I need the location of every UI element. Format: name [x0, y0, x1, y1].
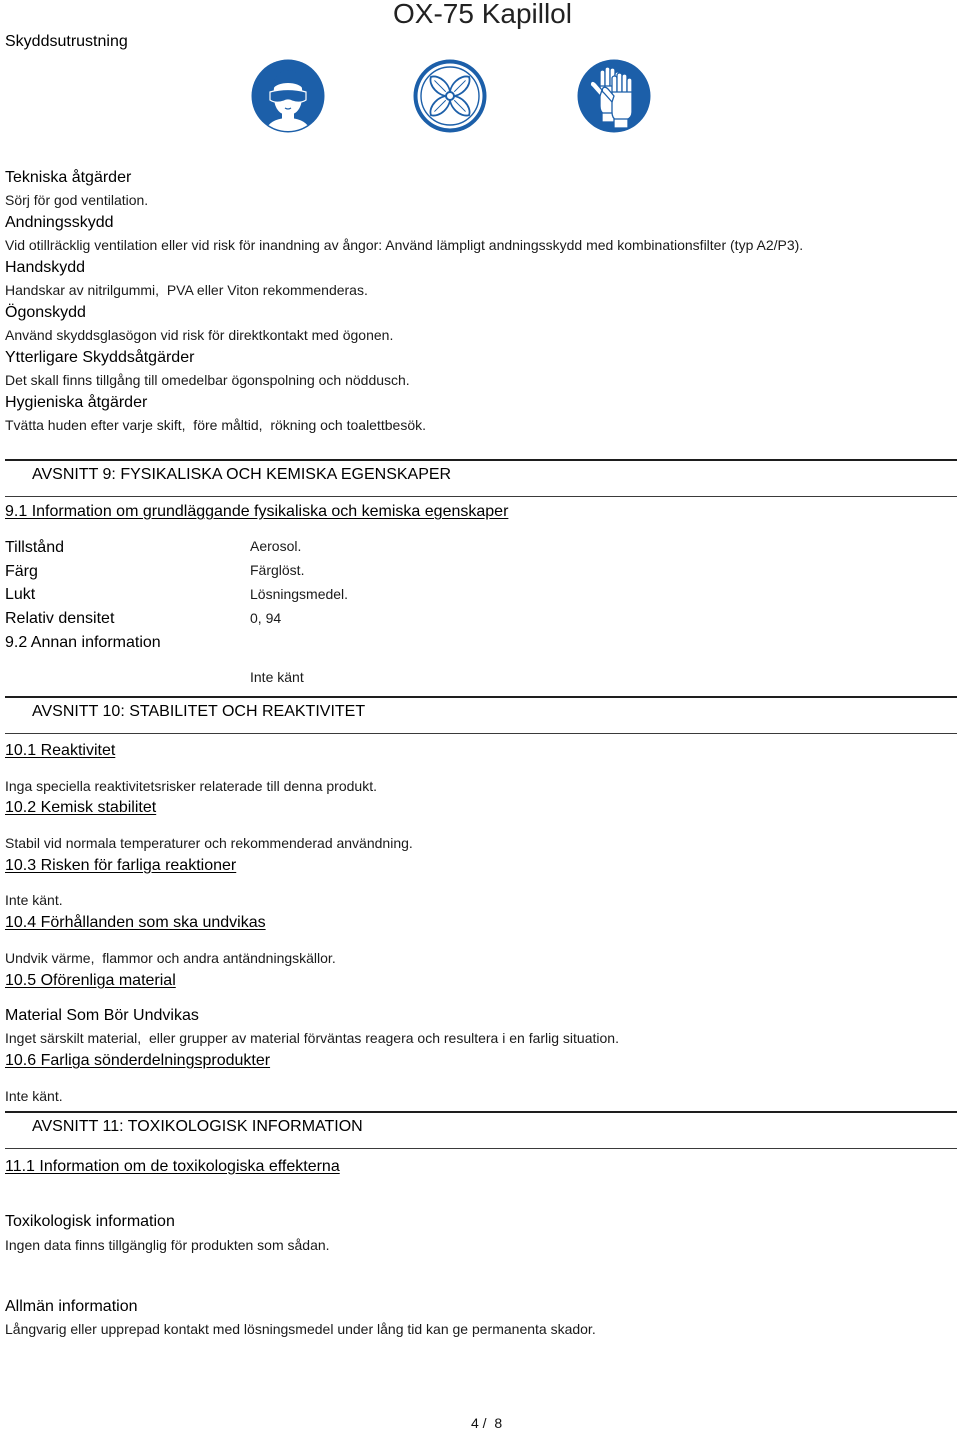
additional-measures-text: Det skall finns tillgång till omedelbar ögonspolning och nöddusch.: [5, 372, 410, 388]
eye-protection-icon: [251, 59, 325, 133]
additional-measures-heading: Ytterligare Skyddsåtgärder: [5, 349, 195, 366]
general-information-heading: Allmän information: [5, 1298, 138, 1315]
section-9-title: AVSNITT 9: FYSIKALISKA OCH KEMISKA EGENSKAPER: [32, 466, 452, 483]
reactivity-text: Inga speciella reaktivitetsrisker relaterade till denna produkt.: [5, 778, 377, 794]
subsection-10-4-heading: 10.4 Förhållanden som ska undvikas: [5, 914, 266, 931]
subsection-11-1-heading: 11.1 Information om de toxikologiska effekterna: [5, 1158, 340, 1175]
property-label: Lukt: [5, 586, 36, 603]
conditions-to-avoid-text: Undvik värme, flammor och andra antändningskällor.: [5, 950, 336, 966]
property-label: Tillstånd: [5, 539, 64, 556]
subsection-10-5-heading: 10.5 Oförenliga material: [5, 972, 176, 989]
other-information-value: Inte känt: [250, 669, 304, 685]
technical-measures-text: Sörj för god ventilation.: [5, 192, 149, 208]
section-label: Skyddsutrustning: [5, 33, 128, 50]
hand-protection-heading: Handskydd: [5, 259, 86, 276]
stability-text: Stabil vid normala temperaturer och rekommenderad användning.: [5, 835, 413, 851]
materials-to-avoid-text: Inget särskilt material, eller grupper av material förväntas reagera och resultera i en farlig situation.: [5, 1030, 619, 1046]
subsection-10-2-heading: 10.2 Kemisk stabilitet: [5, 799, 157, 816]
property-value: Färglöst.: [250, 562, 305, 578]
respiratory-protection-text: Vid otillräcklig ventilation eller vid risk för inandning av ångor: Använd lämpligt andningsskydd med kombinationsfilter (typ A2/P3).: [5, 237, 804, 253]
property-label: Färg: [5, 563, 38, 580]
section-10-banner: [5, 696, 957, 734]
section-9-banner: [5, 459, 957, 497]
hygiene-measures-heading: Hygieniska åtgärder: [5, 394, 148, 411]
subsection-9-1-heading: 9.1 Information om grundläggande fysikaliska och kemiska egenskaper: [5, 503, 509, 520]
hand-protection-text: Handskar av nitrilgummi, PVA eller Viton rekommenderas.: [5, 282, 368, 298]
property-label: Relativ densitet: [5, 610, 115, 627]
eye-protection-heading: Ögonskydd: [5, 304, 86, 321]
section-11-title: AVSNITT 11: TOXIKOLOGISK INFORMATION: [32, 1118, 363, 1135]
respiratory-protection-heading: Andningsskydd: [5, 214, 114, 231]
ventilation-fan-icon: [413, 59, 487, 133]
page-number: 4 / 8: [471, 1415, 503, 1431]
subsection-10-6-heading: 10.6 Farliga sönderdelningsprodukter: [5, 1052, 271, 1069]
eye-protection-text: Använd skyddsglasögon vid risk för direktkontakt med ögonen.: [5, 327, 394, 343]
product-title: OX-75 Kapillol: [393, 0, 572, 29]
property-value: 0, 94: [250, 610, 282, 626]
hygiene-measures-text: Tvätta huden efter varje skift, före måltid, rökning och toalettbesök.: [5, 417, 426, 433]
materials-to-avoid-heading: Material Som Bör Undvikas: [5, 1007, 199, 1024]
toxicological-information-heading: Toxikologisk information: [5, 1213, 175, 1230]
technical-measures-heading: Tekniska åtgärder: [5, 169, 132, 186]
subsection-10-3-heading: 10.3 Risken för farliga reaktioner: [5, 857, 237, 874]
protective-gloves-icon: [577, 59, 651, 133]
subsection-10-1-heading: 10.1 Reaktivitet: [5, 742, 116, 759]
decomposition-products-text: Inte känt.: [5, 1088, 63, 1104]
general-information-text: Långvarig eller upprepad kontakt med lösningsmedel under lång tid kan ge permanenta skador.: [5, 1321, 596, 1337]
section-10-title: AVSNITT 10: STABILITET OCH REAKTIVITET: [32, 703, 366, 720]
toxicological-information-text: Ingen data finns tillgänglig för produkten som sådan.: [5, 1237, 330, 1253]
property-value: Aerosol.: [250, 538, 302, 554]
hazardous-reactions-text: Inte känt.: [5, 892, 63, 908]
section-11-banner: [5, 1111, 957, 1149]
property-value: Lösningsmedel.: [250, 586, 349, 602]
subsection-9-2-heading: 9.2 Annan information: [5, 634, 161, 651]
